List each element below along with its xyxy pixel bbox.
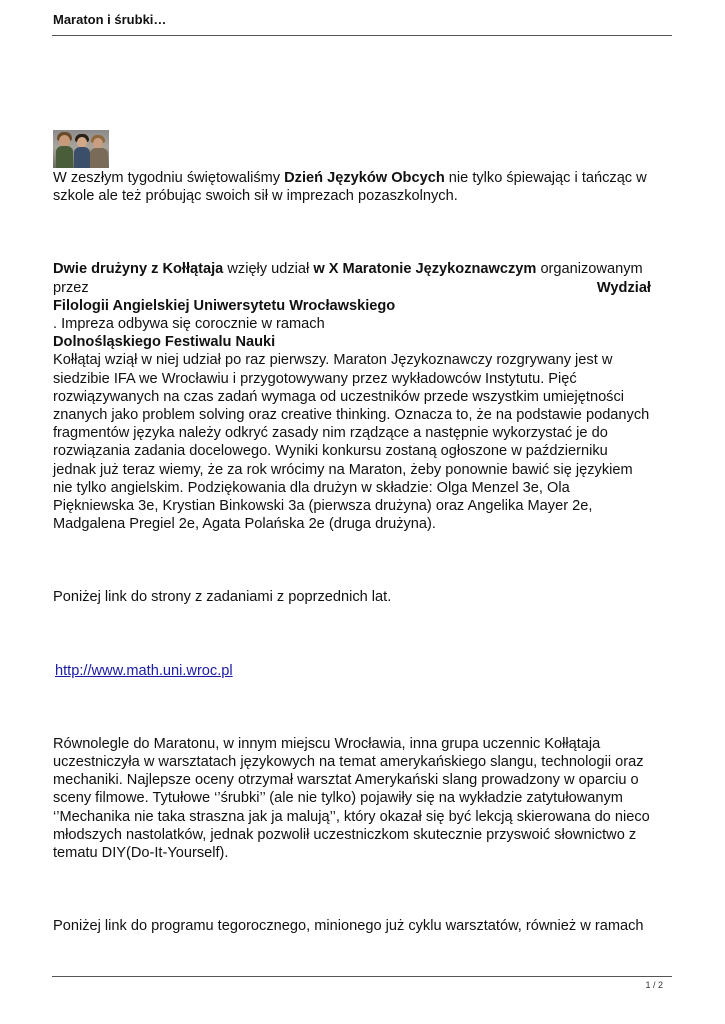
page-number: 1 / 2: [645, 980, 663, 990]
footer-divider: [52, 976, 672, 977]
faculty-line: [53, 297, 651, 315]
organizer-text: przez: [53, 279, 89, 296]
intro-text-1: W zeszłym tygodniu świętowaliśmy: [53, 170, 285, 186]
festival-line: [53, 333, 651, 351]
event-line: [53, 315, 651, 333]
link-paragraph: [53, 662, 651, 680]
teams-bold: Dwie drużyny z Kołłątaja: [53, 261, 224, 278]
marathon-bold: w X Maratonie Językoznawczym: [313, 261, 537, 278]
faculty-bold: Wydział: [596, 279, 651, 296]
header-divider: [52, 35, 672, 36]
marathon-details: Kołłątaj wziął w niej udział po raz pierwszy. Maraton Językoznawczy rozgrywany jest w siedzibie IFA we Wrocławiu i przygotowywany przez wykładowców Instytutu. Pięć rozwiązywanych na czas zadań wymaga od uczestników przede wszystkim umiejętności znanych jako problem solving oraz creative thinking. Oznacza to, że na podstawie podanych fragmentów języka należy odkryć zasady nim rządzące a następnie wykorzystać je do rozwiązania zadania docelowego. Wyniki konkursu zostaną ogłoszone w październiku jednak już teraz wiemy, że za rok wrócimy na Maraton, żeby ponownie bawić się językiem nie tylko angielskim. Podziękowania dla drużyn w składzie: Olga Menzel 3e, Ola Piękniewska 3e, Krystian Binkowski 3a (pierwsza drużyna) oraz Angelika Mayer 2e, Madgalena Pregiel 2e, Agata Polańska 2e (druga drużyna).: [53, 352, 650, 533]
page-header-title: Maraton i śrubki…: [53, 12, 167, 27]
marathon-text-1: wzięły udział: [223, 261, 314, 278]
article-body: [53, 169, 651, 935]
intro-paragraph: [53, 169, 651, 205]
students-photo-thumbnail[interactable]: [53, 130, 109, 168]
marathon-intro-line: [53, 260, 651, 278]
links-intro-paragraph: Poniżej link do strony z zadaniami z poprzednich lat.: [53, 589, 392, 606]
festival-bold: Dolnośląskiego Festiwalu Nauki: [53, 334, 276, 351]
intro-bold-event: Dzień Języków Obcych: [284, 170, 445, 186]
event-text: . Impreza odbywa się corocznie w ramach: [53, 316, 325, 333]
program-link-intro: Poniżej link do programu tegorocznego, minionego już cyklu warsztatów, również w ramach: [53, 918, 644, 935]
workshop-paragraph: Równolegle do Maratonu, w innym miejscu Wrocławia, inna grupa uczennic Kołłątaja uczestniczyła w warsztatach językowych na temat amerykańskiego slangu, technologii oraz mechaniki. Najlepsze oceny otrzymał warsztat Amerykański slang prowadzony w oparciu o sceny filmowe. Tytułowe ‘’śrubki’’ (ale nie tylko) pojawiły się na wykładzie zatytułowanym ‘’Mechanika nie taka straszna jak ja malują’’, który okazał się być lekcją skierowana do nieco młodszych nastolatków, jednak pozwolił uczestniczkom skutecznie przyswoić słownictwo z tematu DIY(Do-It-Yourself).: [53, 735, 650, 862]
faculty-name-bold: Filologii Angielskiej Uniwersytetu Wrocławskiego: [53, 297, 396, 314]
intro-text-2: nie tylko śpiewając i tańcząc w szkole ale też próbując swoich sił w imprezach pozaszkolnych.: [53, 170, 647, 205]
marathon-description: [53, 351, 651, 533]
math-uni-wroc-link[interactable]: http://www.math.uni.wroc.pl: [55, 662, 233, 679]
marathon-text-2: organizowanym: [536, 261, 643, 278]
organizer-line: [53, 279, 651, 297]
